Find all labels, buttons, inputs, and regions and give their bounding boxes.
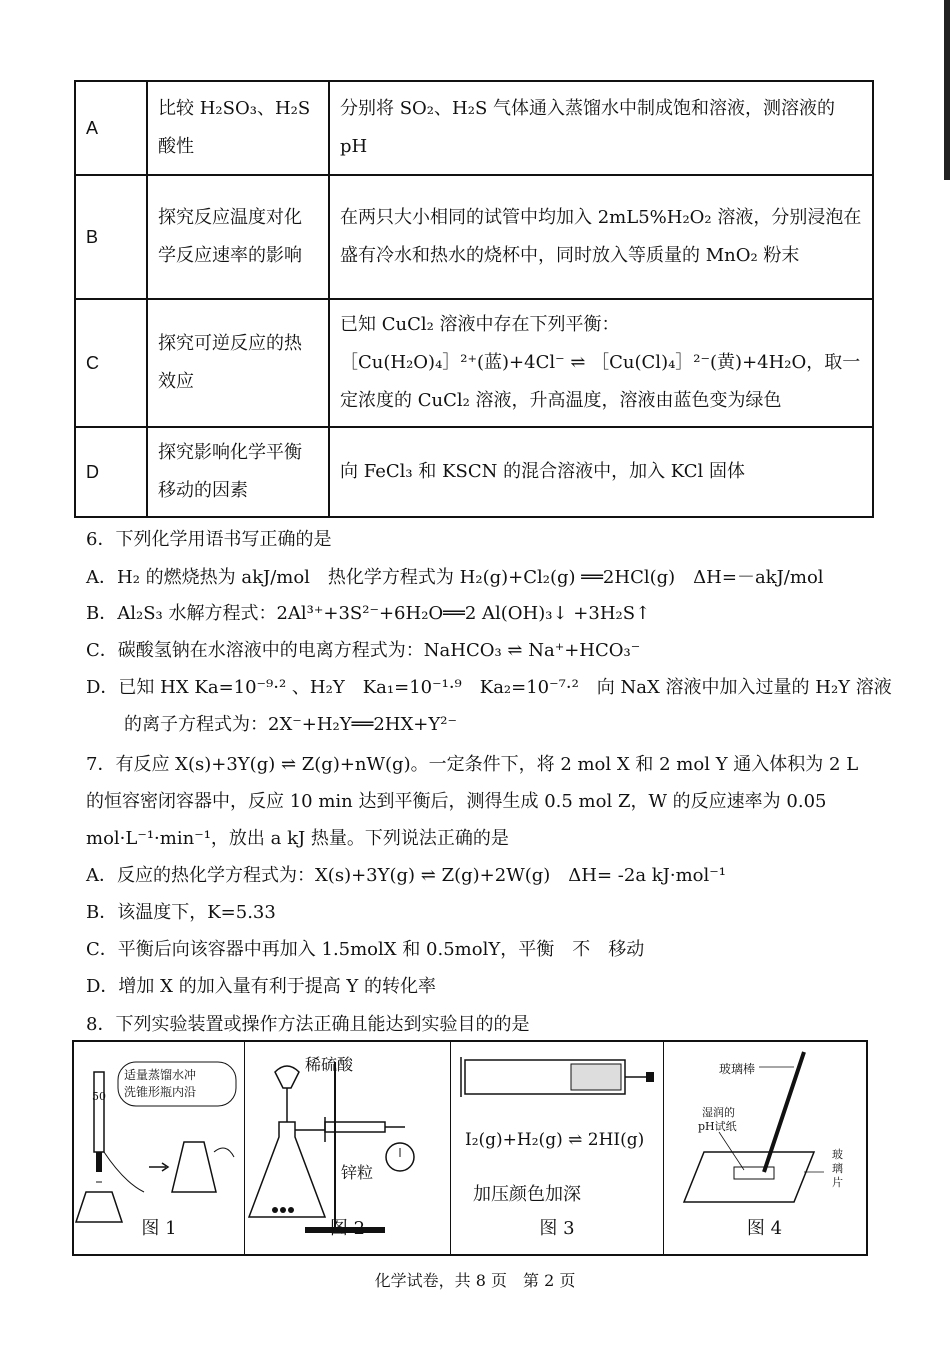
question-7-stem-cont: 的恒容密闭容器中，反应 10 min 达到平衡后，测得生成 0.5 mol Z，W 的反应速率为 0.05 xyxy=(86,791,827,812)
row-purpose: 探究反应温度对化学反应速率的影响 xyxy=(147,175,329,299)
figure-2 xyxy=(245,1042,451,1254)
table-row xyxy=(75,427,873,517)
figure-caption: 图 2 xyxy=(329,1218,366,1239)
glass-label-line: 玻 xyxy=(832,1148,843,1161)
row-key: D xyxy=(75,427,147,517)
page-footer: 化学试卷，共 8 页 第 2 页 xyxy=(374,1271,576,1290)
question-7-option-c: C．平衡后向该容器中再加入 1.5molX 和 0.5molY，平衡 不 移动 xyxy=(86,939,645,960)
row-key: C xyxy=(75,299,147,427)
row-method xyxy=(329,299,873,427)
figure-3 xyxy=(451,1042,664,1254)
figure-caption: 图 1 xyxy=(141,1218,177,1239)
figure-caption: 图 3 xyxy=(539,1218,575,1239)
row-method: 向 FeCl₃ 和 KSCN 的混合溶液中，加入 KCl 固体 xyxy=(329,427,873,517)
question-6-option-a: A．H₂ 的燃烧热为 akJ/mol 热化学方程式为 H₂(g)+Cl₂(g) ══2HCl(g) ΔH=－akJ/mol xyxy=(86,567,824,588)
question-6-stem: 6．下列化学用语书写正确的是 xyxy=(86,529,332,550)
figure-caption: 图 4 xyxy=(746,1218,783,1239)
table-row xyxy=(75,81,873,175)
question-7-stem: 7．有反应 X(s)+3Y(g) ⇌ Z(g)+nW(g)。一定条件下，将 2 mol X 和 2 mol Y 通入体积为 2 L xyxy=(86,754,859,775)
row-method: 在两只大小相同的试管中均加入 2mL5%H₂O₂ 溶液，分别浸泡在盛有冷水和热水的烧杯中，同时放入等质量的 MnO₂ 粉末 xyxy=(329,175,873,299)
figure-4 xyxy=(664,1042,865,1254)
row-method: 分别将 SO₂、H₂S 气体通入蒸馏水中制成饱和溶液，测溶液的 pH xyxy=(329,81,873,175)
row-key: B xyxy=(75,175,147,299)
question-6-option-b: B．Al₂S₃ 水解方程式：2Al³⁺+3S²⁻+6H₂O══2 Al(OH)₃↓ +3H₂S↑ xyxy=(86,603,651,624)
figure-strip xyxy=(72,1040,868,1256)
reaction-equation: I₂(g)+H₂(g) ⇌ 2HI(g) xyxy=(465,1130,645,1150)
paper-label-line: pH试纸 xyxy=(698,1120,737,1133)
question-7-option-a: A．反应的热化学方程式为：X(s)+3Y(g) ⇌ Z(g)+2W(g) ΔH= -2a kJ·mol⁻¹ xyxy=(86,865,726,886)
table-row xyxy=(75,299,873,427)
zinc-label: 锌粒 xyxy=(341,1163,374,1182)
rod-label: 玻璃棒 xyxy=(719,1062,756,1076)
question-7-option-b: B．该温度下，K=5.33 xyxy=(86,902,276,923)
paper-label-line: 湿润的 xyxy=(702,1106,735,1119)
experiment-table xyxy=(74,80,874,518)
question-6-option-d: D．已知 HX Ka=10⁻⁹·² 、H₂Y Ka₁=10⁻¹·⁹ Ka₂=10⁻⁷·² 向 NaX 溶液中加入过量的 H₂Y 溶液 xyxy=(86,677,892,698)
question-6-option-c: C．碳酸氢钠在水溶液中的电离方程式为：NaHCO₃ ⇌ Na⁺+HCO₃⁻ xyxy=(86,640,641,661)
glass-label-line: 片 xyxy=(832,1176,843,1189)
method-line: 已知 CuCl₂ 溶液中存在下列平衡： xyxy=(340,314,620,335)
question-6-option-d-cont: 的离子方程式为：2X⁻+H₂Y══2HX+Y²⁻ xyxy=(124,714,457,735)
row-key: A xyxy=(75,81,147,175)
row-purpose: 比较 H₂SO₃、H₂S 酸性 xyxy=(147,81,329,175)
row-purpose: 探究影响化学平衡移动的因素 xyxy=(147,427,329,517)
note-line: 适量蒸馏水冲 xyxy=(124,1068,197,1082)
question-7-option-d: D．增加 X 的加入量有利于提高 Y 的转化率 xyxy=(86,976,437,997)
figure-1 xyxy=(74,1042,245,1254)
figure-note: 加压颜色加深 xyxy=(473,1184,581,1205)
page-edge-mark xyxy=(944,0,950,180)
question-7-stem-cont: mol·L⁻¹·min⁻¹，放出 a kJ 热量。下列说法正确的是 xyxy=(86,828,509,849)
glass-label-line: 璃 xyxy=(832,1162,843,1175)
row-purpose: 探究可逆反应的热效应 xyxy=(147,299,329,427)
method-line: ［Cu(H₂O)₄］²⁺(蓝)+4Cl⁻ ⇌ ［Cu(Cl)₄］²⁻(黄)+4H₂O，取一定浓度的 CuCl₂ 溶液，升高温度，溶液由蓝色变为绿色 xyxy=(340,352,861,411)
burette-scale-label: 50 xyxy=(92,1090,106,1103)
acid-label: 稀硫酸 xyxy=(305,1055,354,1074)
table-row xyxy=(75,175,873,299)
question-8-stem: 8．下列实验装置或操作方法正确且能达到实验目的的是 xyxy=(86,1014,530,1035)
note-line: 洗锥形瓶内沿 xyxy=(124,1085,197,1099)
